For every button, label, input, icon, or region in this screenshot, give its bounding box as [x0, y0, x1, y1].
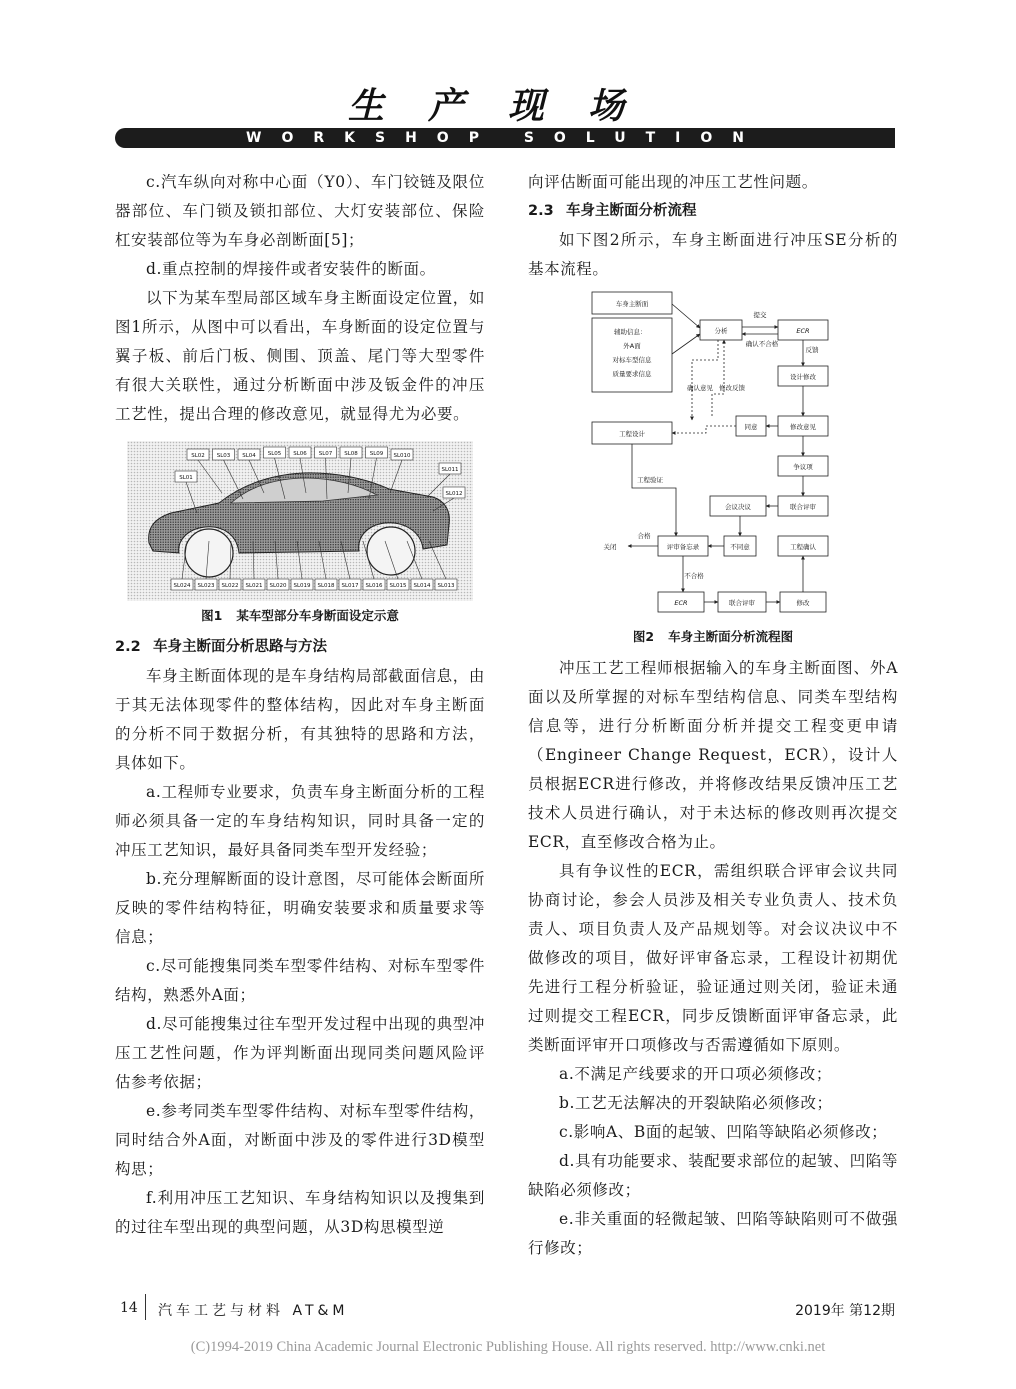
fc-meeting-decision: 会议决议	[725, 503, 751, 511]
fc-label-feedback: 反馈	[805, 346, 819, 354]
fc-aux-1: 外A面	[623, 342, 641, 350]
figure-1-caption	[115, 605, 485, 627]
section-label-text: SL012	[445, 491, 463, 497]
list-item-d: d.尽可能搜集过往车型开发过程中出现的典型冲压工艺性问题，作为评判断面出现同类问题风险评估参考依据；	[115, 1015, 485, 1091]
fc-label-confirm-fail: 确认不合格	[745, 340, 779, 348]
section-label-sl016	[363, 579, 385, 590]
journal-section-title: 生产现场	[347, 86, 668, 127]
left-column	[115, 168, 485, 1242]
section-label-sl09	[366, 447, 388, 458]
list-item-f: f.利用冲压工艺知识、车身结构知识以及搜集到的过往车型出现的典型问题，从3D构思模型逆	[115, 1189, 485, 1236]
fc-label-submit: 提交	[753, 311, 767, 319]
fc-dispute: 争议项	[793, 463, 813, 471]
fc-joint-review-right: 联合评审	[790, 503, 816, 511]
section-label-sl011	[439, 463, 461, 474]
section-label-sl019	[291, 579, 313, 590]
list-item-b: b.充分理解断面的设计意图，尽可能体会断面所反映的零件结构特征，明确安装要求和质量要求等信息；	[115, 870, 485, 946]
section-label-text: SL08	[344, 451, 358, 457]
section-2-2-title: 车身主断面分析思路与方法	[153, 639, 327, 655]
section-label-sl020	[267, 579, 289, 590]
fc-main-section: 车身主断面	[615, 300, 649, 308]
section-label-sl022	[219, 579, 241, 590]
paragraph-item-c: c.汽车纵向对称中心面（Y0）、车门铰链及限位器部位、车门锁及锁扣部位、大灯安装部位、保险杠安装部位等为车身必剖断面[5]；	[115, 173, 485, 249]
list-item-e: e.参考同类车型零件结构、对标车型零件结构，同时结合外A面，对断面中涉及的零件进行3D模型构思；	[115, 1102, 485, 1178]
fc-engineering-design: 工程设计	[619, 430, 645, 438]
figure-2-caption	[528, 626, 898, 648]
fc-aux-title: 辅助信息：	[614, 328, 647, 336]
section-2-2-number: 2.2	[115, 639, 141, 655]
section-label-text: SL023	[197, 583, 215, 589]
section-label-text: SL022	[221, 583, 239, 589]
section-label-text: SL017	[341, 583, 359, 589]
section-label-sl04	[238, 449, 260, 460]
section-label-text: SL021	[245, 583, 263, 589]
section-label-text: SL09	[369, 451, 384, 457]
paragraph-dispute: 具有争议性的ECR，需组织联合评审会议共同协商讨论，参会人员涉及相关专业负责人、技术负责人、项目负责人及产品规划等。对会议决议中不做修改的项目，做好评审备忘录，工程设计初期优先进行工程分析验证，验证通过则关闭，验证未通过则提交工程ECR，同步反馈断面评审备忘录，此类断面评审开口项修改与否需遵循如下原则。	[528, 862, 898, 1054]
fc-analysis: 分析	[714, 327, 728, 335]
section-label-text: SL010	[393, 453, 411, 459]
section-label-text: SL06	[293, 451, 307, 457]
fc-label-fail: 不合格	[684, 572, 704, 580]
section-label-sl013	[435, 579, 457, 590]
fc-design-mod: 设计修改	[790, 373, 816, 381]
right-column	[528, 168, 898, 1263]
fc-mod-opinion: 修改意见	[790, 423, 816, 431]
figure-1-car-sections	[127, 441, 473, 601]
section-label-text: SL07	[318, 451, 333, 457]
section-2-3-number: 2.3	[528, 203, 554, 219]
front-wheel	[185, 529, 233, 577]
copyright-notice: (C)1994-2019 China Academic Journal Electronic Publishing House. All rights reserved. http://www.cnki.net	[190, 1339, 826, 1355]
section-label-text: SL011	[441, 467, 459, 473]
fc-engineering-confirm: 工程确认	[790, 543, 816, 551]
section-label-sl024	[171, 579, 193, 590]
section-label-text: SL018	[317, 583, 335, 589]
section-label-sl08	[340, 447, 362, 458]
section-2-3-title: 车身主断面分析流程	[566, 203, 697, 219]
section-label-sl015	[387, 579, 409, 590]
section-label-sl017	[339, 579, 361, 590]
section-label-text: SL04	[242, 453, 256, 459]
issue-info: 2019年 第12期	[795, 1303, 895, 1319]
journal-name: 汽车工艺与材料 AT&M	[158, 1303, 349, 1319]
section-label-text: SL020	[269, 583, 287, 589]
figure-2-caption-text: 车身主断面分析流程图	[668, 629, 794, 644]
section-label-sl021	[243, 579, 265, 590]
section-label-sl02	[187, 449, 209, 460]
fc-ecr-top: ECR	[796, 327, 810, 335]
section-label-sl010	[391, 449, 413, 460]
fc-label-confirm-accept: 确认意见	[687, 384, 713, 392]
principle-b: b.工艺无法解决的开裂缺陷必须修改；	[559, 1094, 833, 1112]
section-label-text: SL019	[293, 583, 311, 589]
paragraph-2-2-intro: 车身主断面体现的是车身结构局部截面信息，由于其无法体现零件的整体结构，因此对车身主断面的分析不同于数据分析，有其独特的思路和方法，具体如下。	[115, 667, 485, 772]
section-label-sl01	[175, 471, 197, 482]
figure-2-caption-number: 图2	[632, 629, 655, 644]
fc-review-memo: 评审备忘录	[666, 543, 700, 551]
fc-joint-review-bottom: 联合评审	[729, 599, 755, 607]
fc-label-eng-verify: 工程验证	[637, 476, 663, 484]
figure-2-flowchart	[590, 290, 836, 622]
paragraph-figure-intro: 以下为某车型局部区域车身主断面设定位置，如图1所示，从图中可以看出，车身断面的设定位置与翼子板、前后门板、侧围、顶盖、尾门等大型零件有很大关联性，通过分析断面中涉及钣金件的冲压工艺性，提出合理的修改意见，就显得尤为必要。	[115, 289, 485, 423]
section-label-text: SL014	[413, 583, 431, 589]
principle-a: a.不满足产线要求的开口项必须修改；	[559, 1065, 832, 1083]
footer-divider	[145, 1294, 146, 1320]
fc-disagree: 不同意	[730, 543, 750, 551]
rear-wheel	[367, 527, 415, 575]
principle-d: d.具有功能要求、装配要求部位的起皱、凹陷等缺陷必须修改；	[528, 1152, 898, 1199]
figure-1-caption-text: 某车型部分车身断面设定示意	[236, 608, 399, 623]
section-label-text: SL024	[173, 583, 191, 589]
fc-modify: 修改	[796, 599, 810, 607]
section-label-text: SL013	[437, 583, 455, 589]
paragraph-flow-description: 冲压工艺工程师根据输入的车身主断面图、外A面以及所掌握的对标车型结构信息、同类车型结构信息等，进行分析断面分析并提交工程变更申请（Engineer Change Request，ECR），设计人员根据ECR进行修改，并将修改结果反馈冲压工艺技术人员进行确认，对于未达标的修改则再次提交ECR，直至修改合格为止。	[528, 659, 898, 851]
section-label-text: SL015	[389, 583, 407, 589]
fc-label-mod-feedback: 修改反馈	[719, 384, 745, 392]
section-label-sl014	[411, 579, 433, 590]
principle-e: e.非关重面的轻微起皱、凹陷等缺陷则可不做强行修改；	[528, 1210, 898, 1257]
paragraph-2-3: 如下图2所示，车身主断面进行冲压SE分析的基本流程。	[528, 231, 898, 278]
section-label-sl03	[213, 449, 235, 460]
journal-section-subtitle: WORKSHOP SOLUTION	[246, 130, 764, 146]
fc-ecr-bottom: ECR	[674, 599, 688, 607]
section-label-text: SL05	[267, 451, 282, 457]
section-label-text: SL02	[191, 453, 205, 459]
list-item-a: a.工程师专业要求，负责车身主断面分析的工程师必须具备一定的车身结构知识，同时具备一定的冲压工艺知识，最好具备同类车型开发经验；	[115, 783, 485, 859]
section-label-text: SL016	[365, 583, 383, 589]
principle-c: c.影响A、B面的起皱、凹陷等缺陷必须修改；	[559, 1123, 888, 1141]
figure-1-caption-number: 图1	[201, 608, 223, 623]
paragraph-item-d: d.重点控制的焊接件或者安装件的断面。	[146, 260, 436, 278]
section-2-3-heading	[528, 197, 898, 226]
fc-agree: 同意	[744, 423, 758, 431]
section-label-sl023	[195, 579, 217, 590]
page-number: 14	[120, 1300, 138, 1316]
section-label-text: SL01	[179, 475, 193, 481]
paragraph-continuation: 向评估断面可能出现的冲压工艺性问题。	[528, 173, 818, 191]
section-2-2-heading	[115, 633, 485, 662]
fc-aux-2: 对标车型信息	[612, 356, 652, 364]
fc-close: 关闭	[603, 543, 617, 551]
section-label-sl06	[289, 447, 311, 458]
section-label-sl05	[264, 447, 286, 458]
section-label-sl018	[315, 579, 337, 590]
section-label-text: SL03	[216, 453, 231, 459]
list-item-c: c.尽可能搜集同类车型零件结构、对标车型零件结构，熟悉外A面；	[115, 957, 485, 1004]
section-label-sl012	[443, 487, 465, 498]
fc-label-pass: 合格	[637, 532, 651, 540]
fc-aux-3: 质量要求信息	[612, 370, 652, 378]
section-label-sl07	[315, 447, 337, 458]
